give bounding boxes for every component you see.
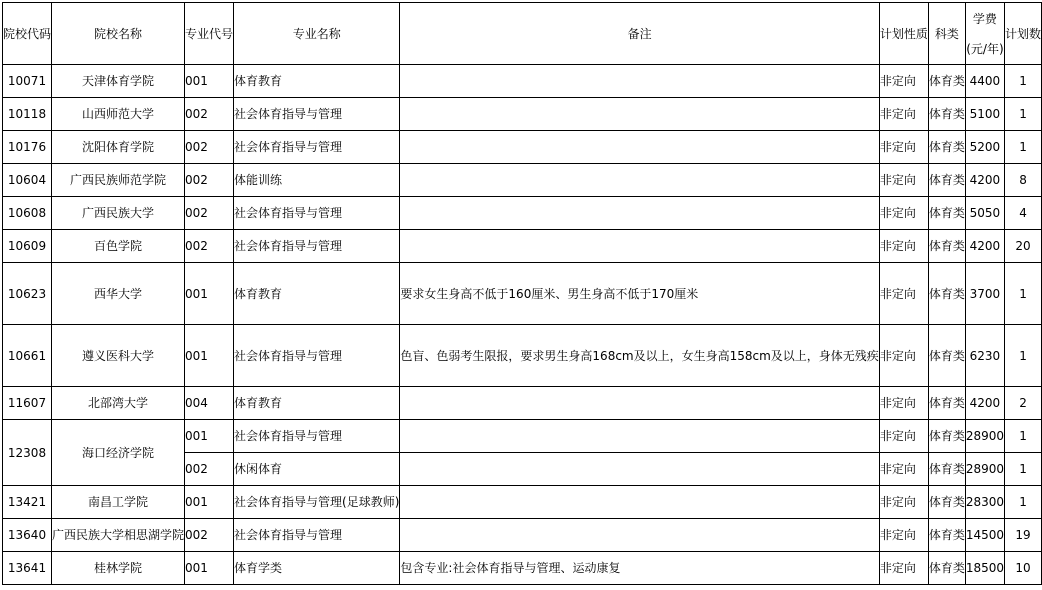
category-cell: 体育类 — [928, 325, 965, 387]
header-major-code: 专业代号 — [185, 3, 234, 65]
plan-count-cell: 4 — [1005, 197, 1042, 230]
header-category: 科类 — [928, 3, 965, 65]
school-code-cell: 10176 — [3, 131, 52, 164]
remarks-cell — [400, 65, 879, 98]
plan-type-cell: 非定向 — [879, 552, 928, 585]
school-name-cell: 山西师范大学 — [52, 98, 185, 131]
category-cell: 体育类 — [928, 486, 965, 519]
school-name-cell: 北部湾大学 — [52, 387, 185, 420]
header-fee — [965, 3, 1004, 65]
remarks-cell: 色盲、色弱考生限报，要求男生身高168cm及以上，女生身高158cm及以上，身体无残疾 — [400, 325, 879, 387]
school-name-cell: 桂林学院 — [52, 552, 185, 585]
header-row — [3, 3, 1042, 65]
fee-cell: 5100 — [965, 98, 1004, 131]
plan-count-cell: 1 — [1005, 420, 1042, 453]
remarks-cell — [400, 197, 879, 230]
school-name-cell: 南昌工学院 — [52, 486, 185, 519]
fee-cell: 3700 — [965, 263, 1004, 325]
school-code-cell: 10623 — [3, 263, 52, 325]
major-code-cell: 001 — [185, 486, 234, 519]
plan-count-cell: 8 — [1005, 164, 1042, 197]
category-cell: 体育类 — [928, 387, 965, 420]
plan-count-cell: 1 — [1005, 453, 1042, 486]
remarks-cell — [400, 131, 879, 164]
major-code-cell: 001 — [185, 325, 234, 387]
major-code-cell: 001 — [185, 420, 234, 453]
major-code-cell: 004 — [185, 387, 234, 420]
school-name-cell: 天津体育学院 — [52, 65, 185, 98]
school-name-cell: 西华大学 — [52, 263, 185, 325]
remarks-cell — [400, 387, 879, 420]
plan-type-cell: 非定向 — [879, 164, 928, 197]
plan-type-cell: 非定向 — [879, 263, 928, 325]
school-code-cell: 10608 — [3, 197, 52, 230]
plan-count-cell: 1 — [1005, 131, 1042, 164]
table-row — [3, 197, 1042, 230]
header-remarks: 备注 — [400, 3, 879, 65]
major-name-cell: 体育教育 — [234, 263, 400, 325]
fee-cell: 4400 — [965, 65, 1004, 98]
table-row — [3, 131, 1042, 164]
fee-cell: 18500 — [965, 552, 1004, 585]
table-row — [3, 65, 1042, 98]
major-name-cell: 体育教育 — [234, 65, 400, 98]
major-name-cell: 体育教育 — [234, 387, 400, 420]
plan-count-cell: 2 — [1005, 387, 1042, 420]
plan-type-cell: 非定向 — [879, 387, 928, 420]
major-name-cell: 社会体育指导与管理 — [234, 230, 400, 263]
major-code-cell: 002 — [185, 197, 234, 230]
plan-type-cell: 非定向 — [879, 197, 928, 230]
school-code-cell: 12308 — [3, 420, 52, 486]
category-cell: 体育类 — [928, 98, 965, 131]
table-row — [3, 98, 1042, 131]
category-cell: 体育类 — [928, 263, 965, 325]
plan-count-cell: 1 — [1005, 263, 1042, 325]
table-row — [3, 420, 1042, 453]
school-name-cell: 广西民族大学 — [52, 197, 185, 230]
table-row — [3, 230, 1042, 263]
school-code-cell: 10071 — [3, 65, 52, 98]
major-name-cell: 体育学类 — [234, 552, 400, 585]
category-cell: 体育类 — [928, 420, 965, 453]
school-code-cell: 13640 — [3, 519, 52, 552]
major-code-cell: 001 — [185, 65, 234, 98]
enrollment-plan-table — [2, 2, 1042, 585]
category-cell: 体育类 — [928, 230, 965, 263]
fee-cell: 5050 — [965, 197, 1004, 230]
major-name-cell: 社会体育指导与管理 — [234, 519, 400, 552]
plan-type-cell: 非定向 — [879, 453, 928, 486]
remarks-cell — [400, 486, 879, 519]
school-name-cell: 广西民族大学相思湖学院 — [52, 519, 185, 552]
remarks-cell: 要求女生身高不低于160厘米、男生身高不低于170厘米 — [400, 263, 879, 325]
plan-type-cell: 非定向 — [879, 519, 928, 552]
header-school-name: 院校名称 — [52, 3, 185, 65]
category-cell: 体育类 — [928, 197, 965, 230]
major-code-cell: 002 — [185, 453, 234, 486]
header-school-code: 院校代码 — [3, 3, 52, 65]
school-name-cell: 遵义医科大学 — [52, 325, 185, 387]
remarks-cell — [400, 98, 879, 131]
major-code-cell: 002 — [185, 164, 234, 197]
table-row — [3, 486, 1042, 519]
school-code-cell: 13641 — [3, 552, 52, 585]
plan-count-cell: 19 — [1005, 519, 1042, 552]
major-name-cell: 体能训练 — [234, 164, 400, 197]
major-code-cell: 001 — [185, 263, 234, 325]
category-cell: 体育类 — [928, 519, 965, 552]
plan-type-cell: 非定向 — [879, 486, 928, 519]
remarks-cell — [400, 453, 879, 486]
remarks-cell — [400, 519, 879, 552]
category-cell: 体育类 — [928, 65, 965, 98]
fee-cell: 14500 — [965, 519, 1004, 552]
plan-type-cell: 非定向 — [879, 131, 928, 164]
header-fee-label: 学费 — [972, 11, 997, 26]
table-row — [3, 519, 1042, 552]
school-code-cell: 10661 — [3, 325, 52, 387]
plan-type-cell: 非定向 — [879, 420, 928, 453]
remarks-cell — [400, 230, 879, 263]
major-code-cell: 002 — [185, 98, 234, 131]
table-row — [3, 387, 1042, 420]
plan-count-cell: 10 — [1005, 552, 1042, 585]
header-plan-type: 计划性质 — [879, 3, 928, 65]
major-name-cell: 社会体育指导与管理 — [234, 197, 400, 230]
category-cell: 体育类 — [928, 164, 965, 197]
table-row — [3, 263, 1042, 325]
school-code-cell: 10609 — [3, 230, 52, 263]
plan-type-cell: 非定向 — [879, 65, 928, 98]
plan-type-cell: 非定向 — [879, 325, 928, 387]
school-code-cell: 13421 — [3, 486, 52, 519]
plan-count-cell: 1 — [1005, 325, 1042, 387]
school-name-cell: 广西民族师范学院 — [52, 164, 185, 197]
header-major-name: 专业名称 — [234, 3, 400, 65]
major-name-cell: 社会体育指导与管理 — [234, 325, 400, 387]
header-fee-unit: (元/年) — [966, 41, 1004, 56]
major-name-cell: 社会体育指导与管理 — [234, 131, 400, 164]
major-code-cell: 002 — [185, 230, 234, 263]
major-code-cell: 002 — [185, 519, 234, 552]
remarks-cell — [400, 164, 879, 197]
fee-cell: 4200 — [965, 230, 1004, 263]
school-code-cell: 10604 — [3, 164, 52, 197]
major-name-cell: 休闲体育 — [234, 453, 400, 486]
remarks-cell: 包含专业:社会体育指导与管理、运动康复 — [400, 552, 879, 585]
table-row — [3, 164, 1042, 197]
table-row — [3, 552, 1042, 585]
major-name-cell: 社会体育指导与管理 — [234, 420, 400, 453]
school-name-cell: 海口经济学院 — [52, 420, 185, 486]
category-cell: 体育类 — [928, 552, 965, 585]
fee-cell: 28900 — [965, 420, 1004, 453]
header-plan-count: 计划数 — [1005, 3, 1042, 65]
fee-cell: 4200 — [965, 387, 1004, 420]
school-name-cell: 百色学院 — [52, 230, 185, 263]
fee-cell: 28300 — [965, 486, 1004, 519]
category-cell: 体育类 — [928, 453, 965, 486]
remarks-cell — [400, 420, 879, 453]
fee-cell: 4200 — [965, 164, 1004, 197]
school-code-cell: 10118 — [3, 98, 52, 131]
category-cell: 体育类 — [928, 131, 965, 164]
table-row — [3, 325, 1042, 387]
plan-type-cell: 非定向 — [879, 230, 928, 263]
major-name-cell: 社会体育指导与管理 — [234, 98, 400, 131]
fee-cell: 6230 — [965, 325, 1004, 387]
plan-count-cell: 1 — [1005, 65, 1042, 98]
plan-count-cell: 1 — [1005, 98, 1042, 131]
plan-type-cell: 非定向 — [879, 98, 928, 131]
plan-count-cell: 1 — [1005, 486, 1042, 519]
school-name-cell: 沈阳体育学院 — [52, 131, 185, 164]
major-code-cell: 001 — [185, 552, 234, 585]
major-code-cell: 002 — [185, 131, 234, 164]
school-code-cell: 11607 — [3, 387, 52, 420]
fee-cell: 28900 — [965, 453, 1004, 486]
fee-cell: 5200 — [965, 131, 1004, 164]
major-name-cell: 社会体育指导与管理(足球教师) — [234, 486, 400, 519]
plan-count-cell: 20 — [1005, 230, 1042, 263]
